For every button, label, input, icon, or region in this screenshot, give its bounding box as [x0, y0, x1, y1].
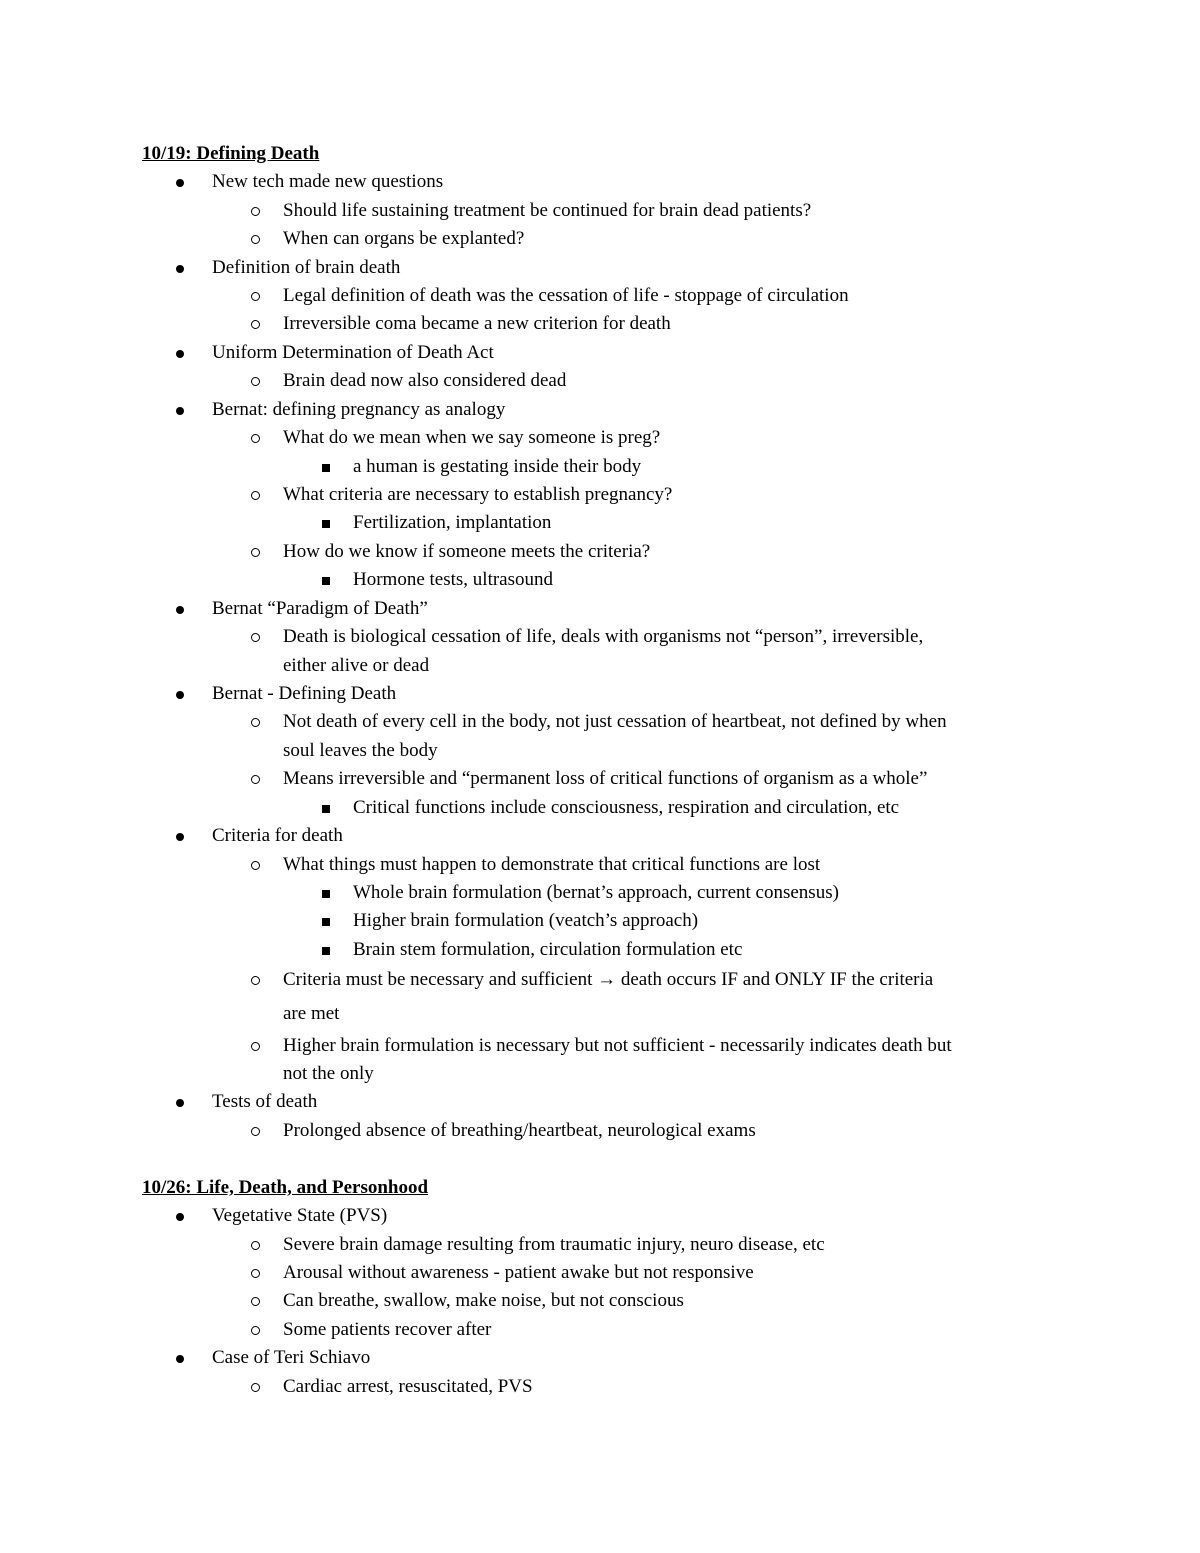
list-item-continuation: either alive or dead: [283, 655, 430, 676]
bullet-hollow: [247, 1375, 263, 1399]
list-item: Brain dead now also considered dead: [283, 370, 567, 391]
list-item: Bernat: defining pregnancy as analogy: [212, 399, 506, 420]
bullet-hollow: [247, 853, 263, 877]
list-item: Definition of brain death: [212, 257, 401, 278]
bullet-square: [318, 568, 334, 592]
bullet-hollow: [247, 1289, 263, 1313]
bullet-filled: [172, 398, 188, 422]
bullet-hollow: [247, 540, 263, 564]
list-item: What criteria are necessary to establish pregnancy?: [283, 484, 673, 505]
bullet-hollow: [247, 1261, 263, 1285]
bullet-hollow: [247, 1034, 263, 1058]
list-item: When can organs be explanted?: [283, 228, 525, 249]
list-item-continuation: are met: [283, 1003, 340, 1024]
list-item: Uniform Determination of Death Act: [212, 342, 494, 363]
bullet-filled: [172, 824, 188, 848]
list-item: Arousal without awareness - patient awake but not responsive: [283, 1262, 754, 1283]
bullet-hollow: [247, 625, 263, 649]
list-item: Should life sustaining treatment be continued for brain dead patients?: [283, 200, 812, 221]
bullet-hollow: [247, 426, 263, 450]
list-item: Cardiac arrest, resuscitated, PVS: [283, 1376, 533, 1397]
bullet-square: [318, 938, 334, 962]
list-item: Not death of every cell in the body, not just cessation of heartbeat, not defined by when: [283, 711, 947, 732]
list-item: What things must happen to demonstrate that critical functions are lost: [283, 854, 821, 875]
list-item: Fertilization, implantation: [353, 512, 552, 533]
list-item: Legal definition of death was the cessation of life - stoppage of circulation: [283, 285, 849, 306]
list-item-continuation: not the only: [283, 1063, 374, 1084]
list-item: Higher brain formulation is necessary but not sufficient - necessarily indicates death but: [283, 1035, 952, 1056]
section-heading-defining-death: 10/19: Defining Death: [142, 143, 320, 164]
section-heading-life-death-personhood: 10/26: Life, Death, and Personhood: [142, 1177, 429, 1198]
list-item: Some patients recover after: [283, 1319, 492, 1340]
bullet-hollow: [247, 1318, 263, 1342]
bullet-hollow: [247, 483, 263, 507]
list-item: Criteria for death: [212, 825, 343, 846]
bullet-filled: [172, 597, 188, 621]
list-item: Death is biological cessation of life, deals with organisms not “person”, irreversible,: [283, 626, 924, 647]
list-item: Bernat “Paradigm of Death”: [212, 598, 428, 619]
list-item: What do we mean when we say someone is preg?: [283, 427, 661, 448]
list-item: Case of Teri Schiavo: [212, 1347, 371, 1368]
list-item: Criteria must be necessary and sufficient → death occurs IF and ONLY IF the criteria: [283, 969, 934, 990]
list-item: Severe brain damage resulting from traumatic injury, neuro disease, etc: [283, 1234, 825, 1255]
bullet-square: [318, 455, 334, 479]
bullet-filled: [172, 1346, 188, 1370]
list-item: Vegetative State (PVS): [212, 1205, 388, 1226]
bullet-hollow: [247, 369, 263, 393]
bullet-filled: [172, 682, 188, 706]
bullet-hollow: [247, 227, 263, 251]
list-item: Whole brain formulation (bernat’s approach, current consensus): [353, 882, 839, 903]
bullet-filled: [172, 1204, 188, 1228]
bullet-square: [318, 511, 334, 535]
list-item: Brain stem formulation, circulation formulation etc: [353, 939, 743, 960]
bullet-hollow: [247, 199, 263, 223]
bullet-filled: [172, 256, 188, 280]
list-item: Means irreversible and “permanent loss of critical functions of organism as a whole”: [283, 768, 928, 789]
list-item: Bernat - Defining Death: [212, 683, 397, 704]
bullet-filled: [172, 170, 188, 194]
list-item: a human is gestating inside their body: [353, 456, 642, 477]
bullet-square: [318, 796, 334, 820]
bullet-hollow: [247, 1233, 263, 1257]
bullet-hollow: [247, 968, 263, 992]
bullet-hollow: [247, 767, 263, 791]
bullet-hollow: [247, 284, 263, 308]
list-item: Tests of death: [212, 1091, 318, 1112]
list-item: How do we know if someone meets the criteria?: [283, 541, 651, 562]
list-item: New tech made new questions: [212, 171, 444, 192]
list-item: Can breathe, swallow, make noise, but not conscious: [283, 1290, 684, 1311]
list-item: Irreversible coma became a new criterion for death: [283, 313, 671, 334]
list-item: Hormone tests, ultrasound: [353, 569, 554, 590]
bullet-filled: [172, 1090, 188, 1114]
bullet-filled: [172, 341, 188, 365]
list-item: Critical functions include consciousness, respiration and circulation, etc: [353, 797, 900, 818]
bullet-hollow: [247, 710, 263, 734]
bullet-square: [318, 909, 334, 933]
list-item: Prolonged absence of breathing/heartbeat, neurological exams: [283, 1120, 756, 1141]
bullet-square: [318, 881, 334, 905]
list-item: Higher brain formulation (veatch’s approach): [353, 910, 699, 931]
list-item-continuation: soul leaves the body: [283, 740, 438, 761]
bullet-hollow: [247, 1119, 263, 1143]
bullet-hollow: [247, 312, 263, 336]
